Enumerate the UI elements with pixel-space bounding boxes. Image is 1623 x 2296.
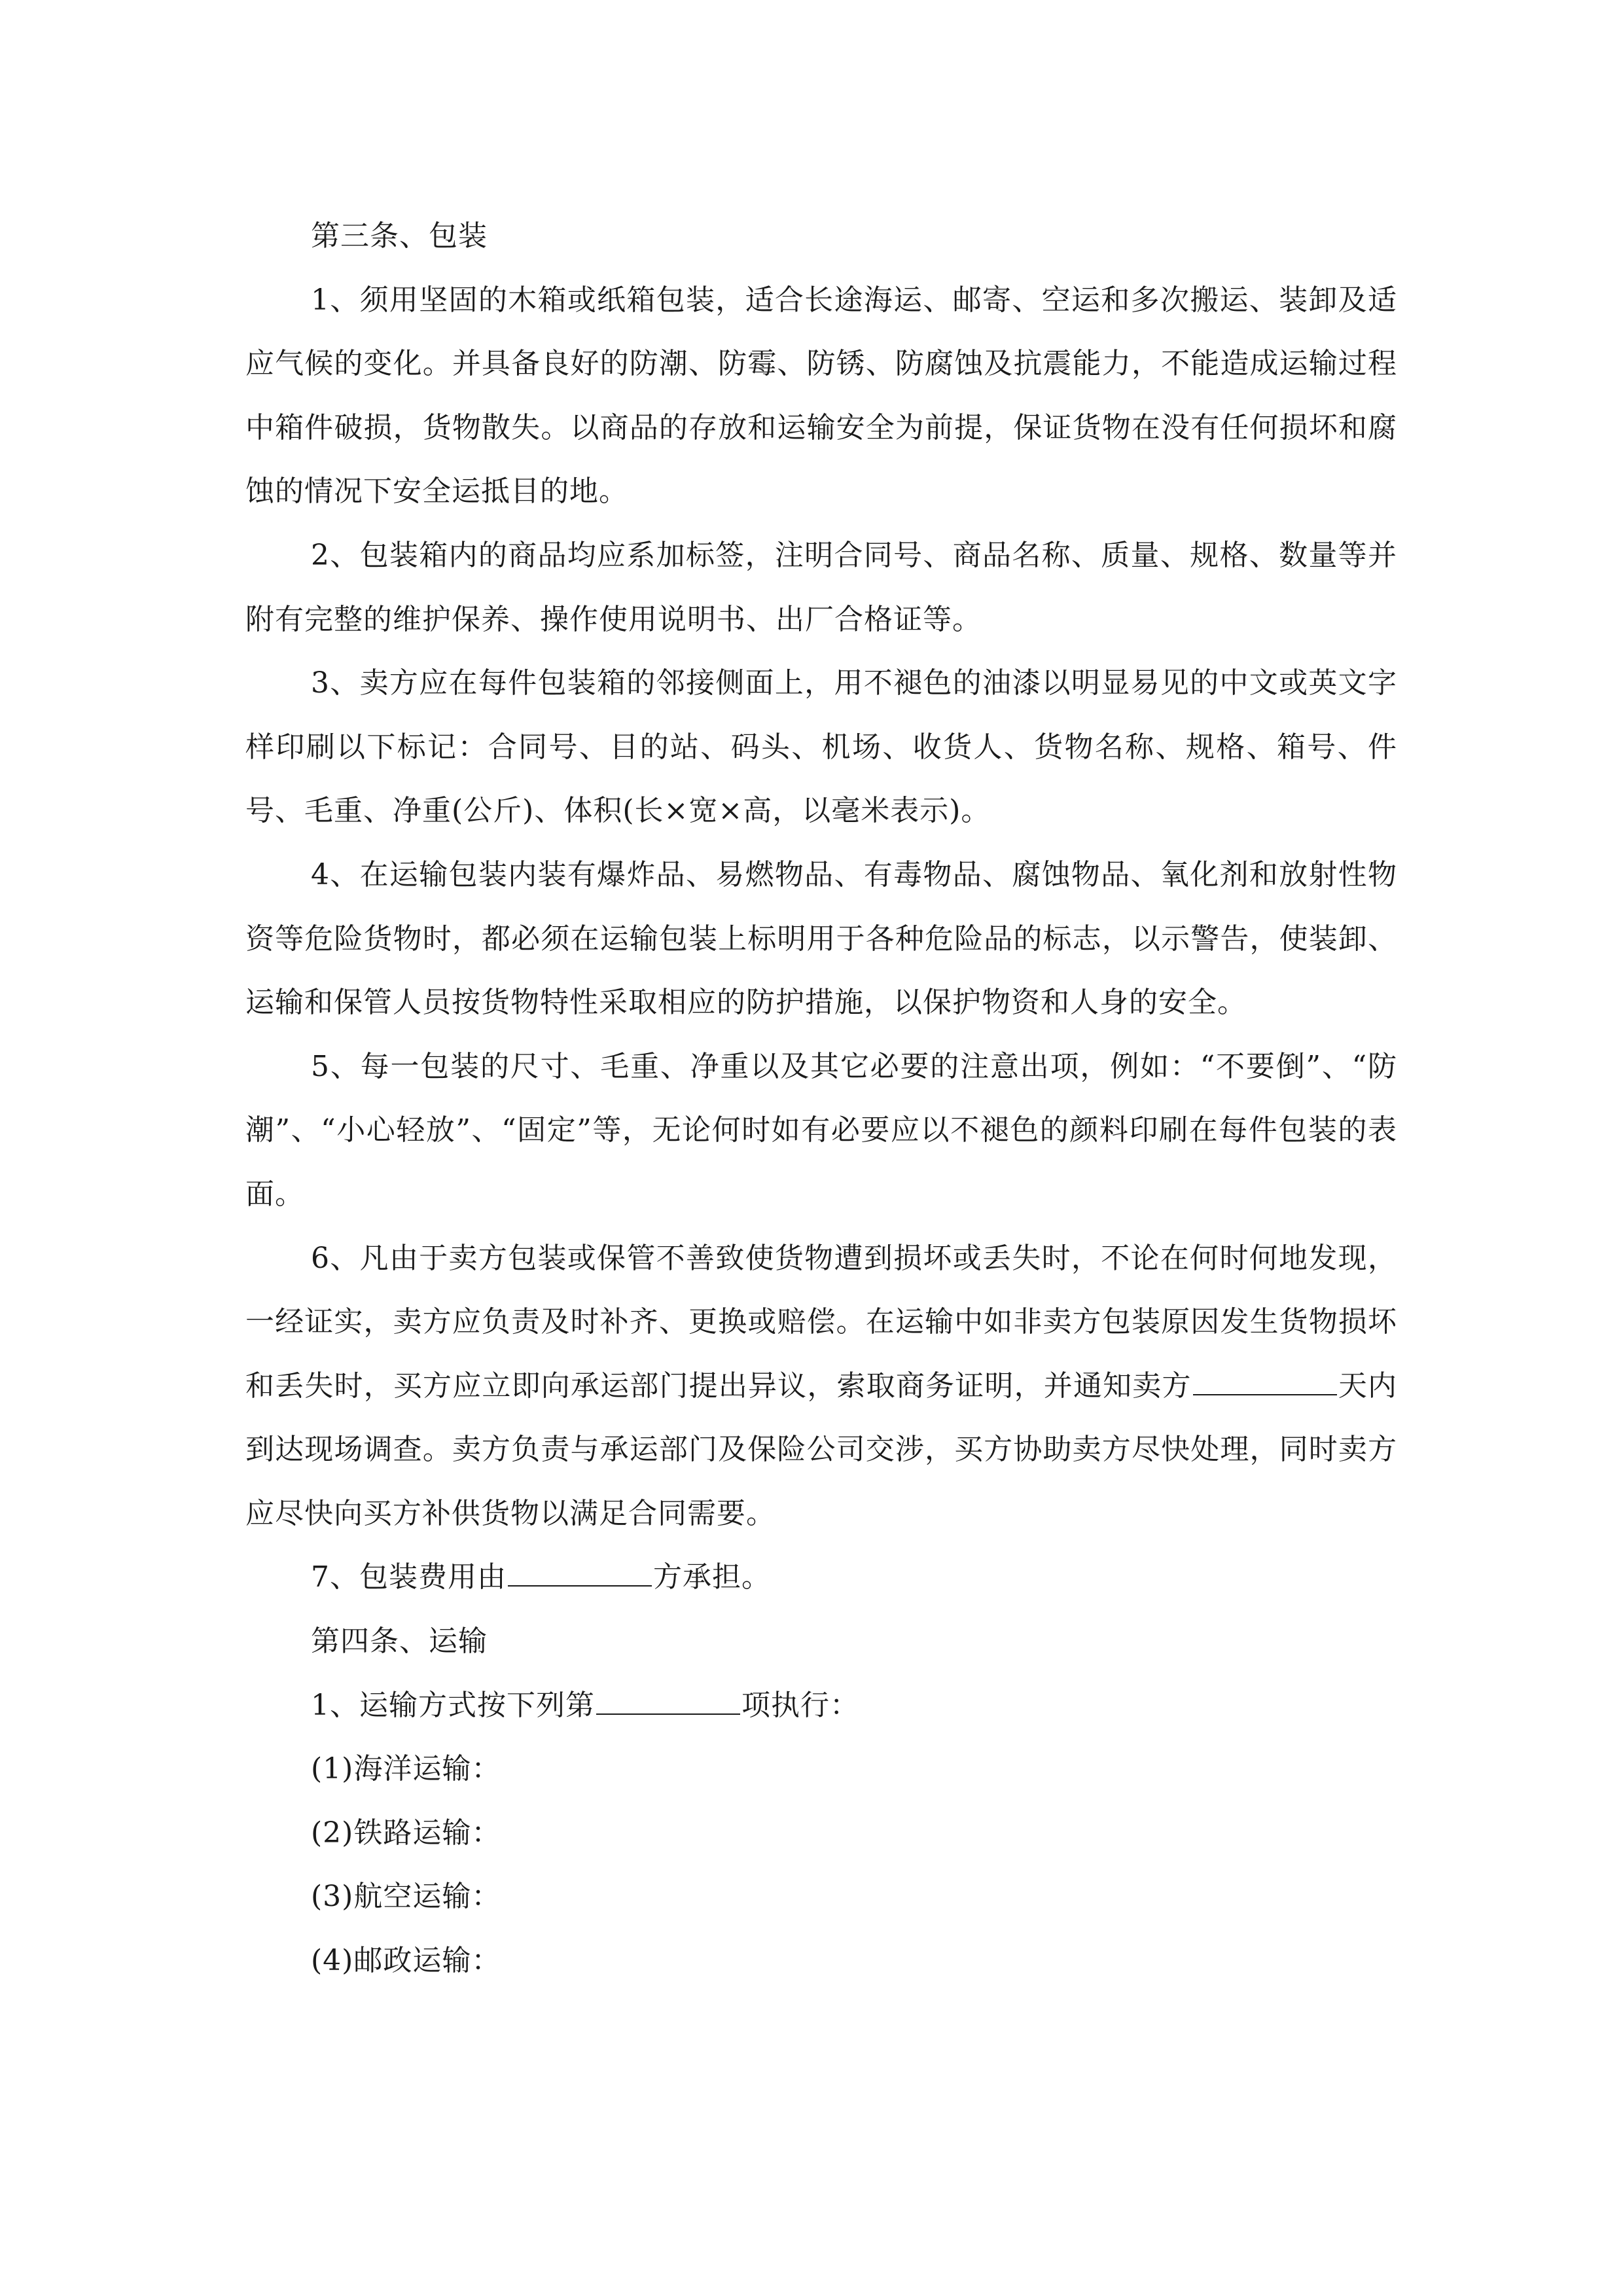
article-3-item-6-part-a: 6、凡由于卖方包装或保管不善致使货物遭到损坏或丢失时，不论在何时何地发现，一经证实，卖方应负责及时补齐、更换或赔偿。在运输中如非卖方包装原因发生货物损坏和丢失时，买方应立即向承运部门提出异议，索取商务证明，并通知卖方	[245, 1241, 1397, 1403]
article-3-item-7-part-a: 7、包装费用由	[311, 1560, 507, 1594]
article-3-heading: 第三条、包装	[311, 219, 488, 253]
article-3-item-6-part-b: 天内到达现场调查。卖方负责与承运部门及保险公司交涉，买方协助卖方尽快处理，同时卖方应尽快向买方补供货物以满足合同需要。	[245, 1369, 1398, 1530]
document-body	[245, 204, 1397, 1993]
article-3-item-2: 2、包装箱内的商品均应系加标签，注明合同号、商品名称、质量、规格、数量等并附有完整的维护保养、操作使用说明书、出厂合格证等。	[245, 538, 1397, 636]
article-3-item-7	[245, 1545, 1397, 1609]
article-3-item-4: 4、在运输包装内装有爆炸品、易燃物品、有毒物品、腐蚀物品、氧化剂和放射性物资等危险货物时，都必须在运输包装上标明用于各种危险品的标志，以示警告，使装卸、运输和保管人员按货物特性采取相应的防护措施，以保护物资和人身的安全。	[245, 857, 1397, 1020]
transport-option-air: (3)航空运输：	[311, 1880, 501, 1914]
transport-option-rail: (2)铁路运输：	[311, 1816, 501, 1850]
transport-option-sea: (1)海洋运输：	[311, 1752, 501, 1786]
article-3-item-1: 1、须用坚固的木箱或纸箱包装，适合长途海运、邮寄、空运和多次搬运、装卸及适应气候的变化。并具备良好的防潮、防霉、防锈、防腐蚀及抗震能力，不能造成运输过程中箱件破损，货物散失。以商品的存放和运输安全为前提，保证货物在没有任何损坏和腐蚀的情况下安全运抵目的地。	[245, 283, 1397, 509]
article-4-item-1-part-b: 项执行：	[741, 1688, 859, 1722]
article-4-item-1-part-a: 1、运输方式按下列第	[311, 1688, 595, 1722]
article-3-item-5: 5、每一包装的尺寸、毛重、净重以及其它必要的注意出项，例如：“不要倒”、“防潮”、“小心轻放”、“固定”等，无论何时如有必要应以不褪色的颜料印刷在每件包装的表面。	[245, 1049, 1397, 1211]
article-3-item-6	[245, 1227, 1397, 1546]
article-3-item-7-part-b: 方承担。	[653, 1560, 771, 1594]
option-blank-line	[596, 1685, 740, 1715]
article-3-item-3: 3、卖方应在每件包装箱的邻接侧面上，用不褪色的油漆以明显易见的中文或英文字样印刷以下标记：合同号、目的站、码头、机场、收货人、货物名称、规格、箱号、件号、毛重、净重(公斤)、体积(长×宽×高，以毫米表示)。	[245, 666, 1397, 828]
transport-option-post: (4)邮政运输：	[311, 1944, 501, 1978]
days-blank-line	[1193, 1365, 1337, 1395]
party-blank-line	[508, 1556, 652, 1587]
article-4-heading: 第四条、运输	[311, 1624, 488, 1659]
article-4-item-1	[245, 1674, 1397, 1738]
